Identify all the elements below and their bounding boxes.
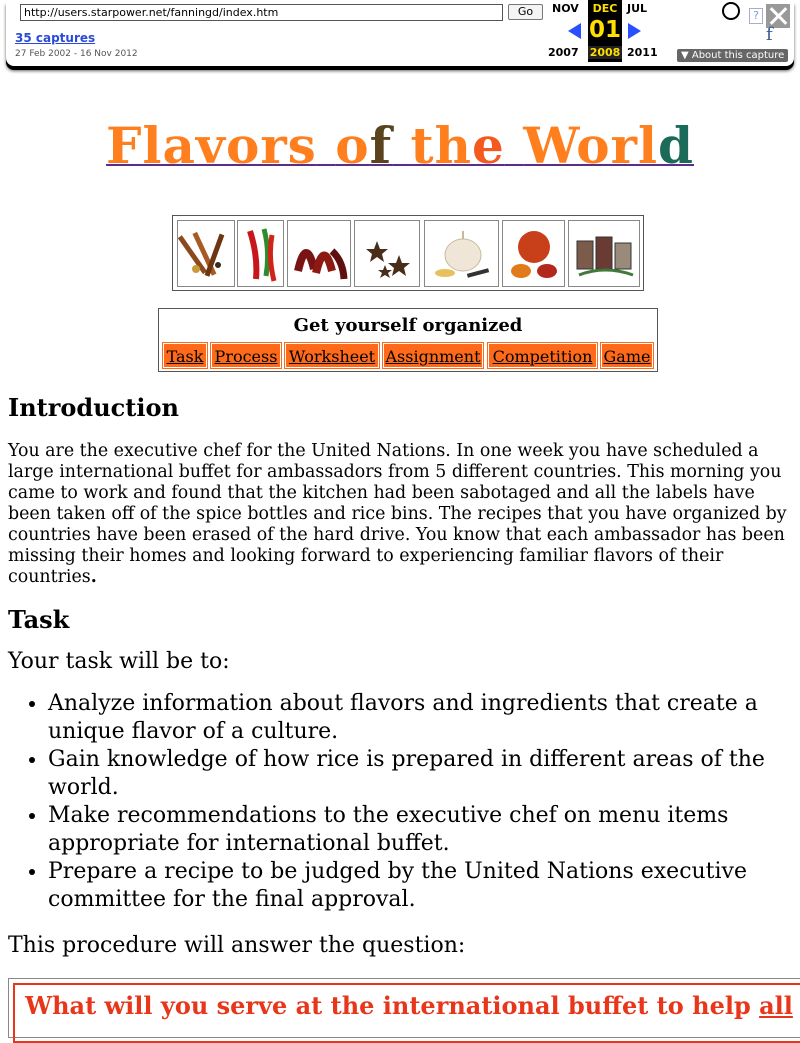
title-segment: th — [410, 116, 472, 175]
question-text — [15, 991, 800, 1020]
introduction-heading: Introduction — [8, 393, 179, 422]
list-item: • Prepare a recipe to be judged by the United Nations executive committee for the final approval. — [48, 858, 800, 914]
title-segment: Flavors — [106, 116, 317, 175]
list-item: • Make recommendations to the executive chef on menu items appropriate for international buffet. — [48, 802, 800, 858]
title-segment — [317, 116, 335, 175]
introduction-body: You are the executive chef for the United Nations. In one week you have scheduled a large international buffet for ambassadors from 5 different countries. This morning you came to work and found that the kitchen had been sabotaged and all the labels have been taken off of the spice bottles and rice bins. The recipes that you have organized by countries have been erased of the hard drive. You know that each ambassador has been missing their homes and looking forward to experiencing familiar flavors of their countries — [8, 441, 787, 587]
question-lead: This procedure will answer the question: — [8, 933, 466, 958]
loading-ring-icon — [722, 2, 740, 20]
prev-capture-arrow-icon[interactable] — [568, 23, 581, 39]
chili-peppers-icon — [238, 221, 284, 287]
prev-month-link[interactable]: NOV — [552, 2, 579, 15]
list-item: • Gain knowledge of how rice is prepared in different areas of the world. — [48, 746, 800, 802]
next-capture-arrow-icon[interactable] — [628, 23, 641, 39]
organize-title: Get yourself organized — [293, 315, 523, 336]
question-box — [13, 983, 800, 1043]
paprika-powder-icon — [503, 221, 565, 287]
facebook-icon[interactable]: f — [766, 24, 773, 45]
nav-link-game[interactable]: Game — [601, 343, 653, 368]
organize-panel — [158, 308, 658, 372]
task-heading: Task — [8, 605, 70, 634]
captures-link[interactable]: 35 captures — [15, 31, 96, 45]
nav-link-competition[interactable]: Competition — [488, 343, 597, 368]
help-icon[interactable]: ? — [749, 8, 763, 24]
introduction-period: . — [90, 567, 97, 587]
current-month: DEC — [592, 2, 618, 15]
task-lead: Your task will be to: — [8, 649, 230, 674]
question-body: What will you serve at the international buffet to help — [25, 991, 760, 1020]
list-item: • Analyze information about flavors and ingredients that create a unique flavor of a culture. — [48, 690, 800, 746]
spice-image — [177, 220, 235, 287]
star-anise-icon — [355, 221, 420, 287]
page-title-link[interactable] — [106, 116, 694, 175]
nav-link-assignment[interactable]: Assignment — [383, 343, 483, 368]
spice-image — [424, 220, 499, 287]
introduction-text — [8, 441, 794, 588]
capture-range: 27 Feb 2002 - 16 Nov 2012 — [15, 49, 138, 59]
nav-link-process[interactable]: Process — [211, 343, 281, 368]
title-segment: e — [472, 116, 505, 175]
title-segment: f — [369, 116, 393, 175]
spice-image — [237, 220, 284, 287]
title-segment — [505, 116, 523, 175]
current-year: 2008 — [589, 46, 621, 59]
spice-jars-icon — [569, 221, 640, 287]
garlic-icon — [425, 221, 499, 287]
title-segment — [392, 116, 410, 175]
go-button[interactable]: Go — [508, 4, 543, 20]
current-day: 01 — [588, 17, 621, 43]
url-input[interactable]: http://users.starpower.net/fanningd/index.htm — [20, 4, 503, 21]
title-segment: o — [335, 116, 370, 175]
spice-image — [502, 220, 565, 287]
spice-image — [568, 220, 640, 287]
question-frame — [8, 978, 800, 1038]
cinnamon-sticks-icon — [178, 221, 235, 287]
nav-link-worksheet[interactable]: Worksheet — [285, 343, 379, 368]
title-segment: d — [658, 116, 694, 175]
nav-link-task[interactable]: Task — [163, 343, 207, 368]
spice-image — [354, 220, 420, 287]
task-list — [0, 690, 800, 914]
next-year-link[interactable]: 2011 — [627, 46, 658, 59]
spice-image-strip — [172, 215, 644, 291]
current-capture-date — [588, 0, 622, 62]
spice-image — [287, 220, 351, 287]
about-capture-button[interactable]: ▼ About this capture — [677, 49, 788, 62]
dried-chilies-icon — [288, 221, 351, 287]
wayback-toolbar — [6, 0, 794, 66]
next-month-link[interactable]: JUL — [627, 2, 648, 15]
title-segment: Worl — [523, 116, 658, 175]
page-title — [0, 116, 800, 175]
question-emphasis: all — [759, 991, 793, 1020]
prev-year-link[interactable]: 2007 — [548, 46, 579, 59]
